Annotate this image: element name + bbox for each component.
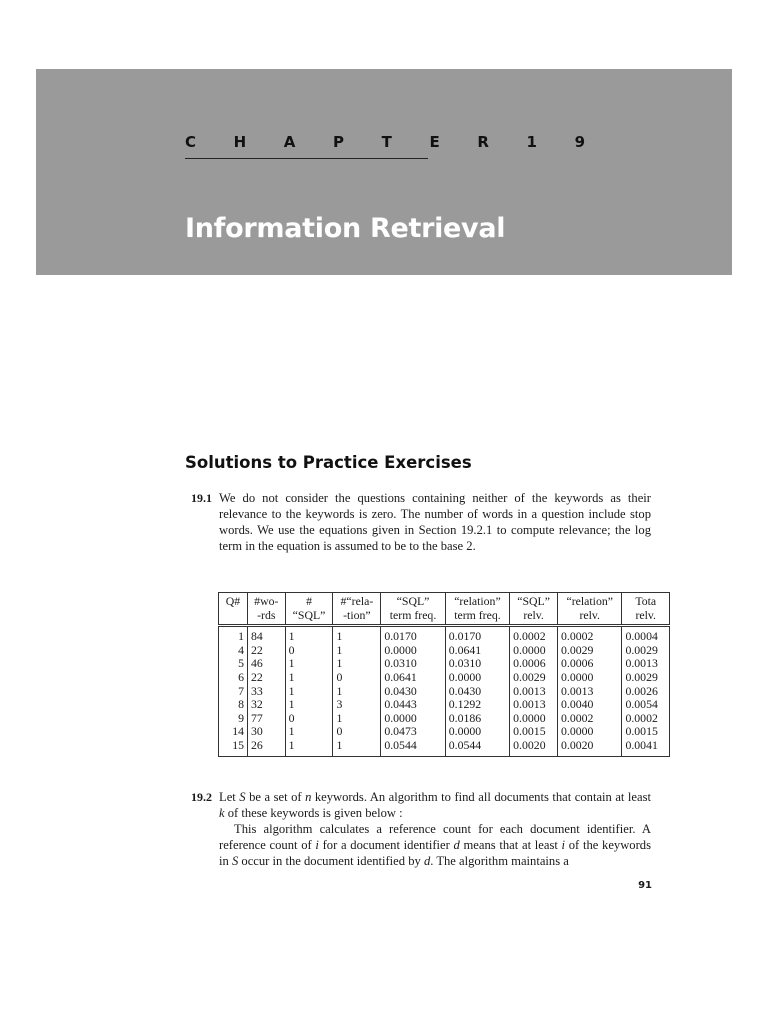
table-cell: 0.0443 xyxy=(381,698,445,712)
table-cell: 0.0013 xyxy=(510,698,558,712)
table-cell: 0.0020 xyxy=(558,739,622,756)
chapter-label: C H A P T E R 1 9 xyxy=(185,133,602,151)
table-cell: 0.0000 xyxy=(445,725,509,739)
chapter-title: Information Retrieval xyxy=(185,213,506,244)
table-cell: 0.0430 xyxy=(381,685,445,699)
table-row xyxy=(219,626,670,644)
k-symbol: k xyxy=(219,806,225,820)
n-symbol: n xyxy=(305,790,312,804)
column-header: #wo- -rds xyxy=(248,593,286,626)
column-header: # “SQL” xyxy=(285,593,333,626)
table-cell: 0 xyxy=(285,644,333,658)
table-cell: 0.0002 xyxy=(558,626,622,644)
table-cell: 1 xyxy=(285,685,333,699)
table-row xyxy=(219,725,670,739)
table-cell: 0.0013 xyxy=(622,657,670,671)
exercise-number-19-1: 19.1 xyxy=(191,491,212,505)
table-cell: 0.0040 xyxy=(558,698,622,712)
table-cell: 0 xyxy=(333,671,381,685)
table-cell: 0.1292 xyxy=(445,698,509,712)
table-cell: 1 xyxy=(333,739,381,756)
table-cell: 0.0641 xyxy=(445,644,509,658)
table-cell: 0.0641 xyxy=(381,671,445,685)
table-cell: 0.0310 xyxy=(445,657,509,671)
table-cell: 3 xyxy=(333,698,381,712)
table-cell: 0.0013 xyxy=(558,685,622,699)
table-cell: 1 xyxy=(333,657,381,671)
table-cell: 1 xyxy=(333,626,381,644)
table-cell: 22 xyxy=(248,644,286,658)
table-cell: 0.0015 xyxy=(622,725,670,739)
column-header: “relation” relv. xyxy=(558,593,622,626)
column-header: “SQL” term freq. xyxy=(381,593,445,626)
table-cell: 7 xyxy=(219,685,248,699)
table-cell: 0.0430 xyxy=(445,685,509,699)
table-cell: 1 xyxy=(285,671,333,685)
table-cell: 1 xyxy=(219,626,248,644)
table-row xyxy=(219,685,670,699)
table-cell: 0.0000 xyxy=(445,671,509,685)
table-cell: 0.0544 xyxy=(445,739,509,756)
table-cell: 1 xyxy=(285,626,333,644)
table-cell: 0.0041 xyxy=(622,739,670,756)
exercise-19-2-intro: Let S be a set of n keywords. An algorithm to find all documents that contain at least k of these keywords is given below : xyxy=(219,790,652,820)
table-cell: 46 xyxy=(248,657,286,671)
table-cell: 1 xyxy=(333,712,381,726)
table-cell: 0.0170 xyxy=(381,626,445,644)
table-cell: 0.0310 xyxy=(381,657,445,671)
table-cell: 1 xyxy=(333,644,381,658)
table-cell: 0.0029 xyxy=(622,644,670,658)
table-cell: 0.0029 xyxy=(510,671,558,685)
column-header: Q# xyxy=(219,593,248,626)
table-cell: 0.0029 xyxy=(622,671,670,685)
table-cell: 1 xyxy=(285,725,333,739)
table-header xyxy=(219,593,670,626)
table-cell: 0.0029 xyxy=(558,644,622,658)
table-cell: 22 xyxy=(248,671,286,685)
exercise-number-19-2: 19.2 xyxy=(191,790,212,804)
table-row xyxy=(219,671,670,685)
table-cell: 6 xyxy=(219,671,248,685)
table-cell: 8 xyxy=(219,698,248,712)
table-cell: 0.0004 xyxy=(622,626,670,644)
table-cell: 0.0002 xyxy=(510,626,558,644)
table-cell: 15 xyxy=(219,739,248,756)
table-row xyxy=(219,712,670,726)
chapter-rule xyxy=(185,158,428,159)
table-cell: 0.0000 xyxy=(510,644,558,658)
table-cell: 0.0000 xyxy=(510,712,558,726)
table-cell: 26 xyxy=(248,739,286,756)
table-cell: 0.0006 xyxy=(558,657,622,671)
exercise-19-2-algorithm-text: This algorithm calculates a reference count for each document identifier. A reference count of i for a document identifier d means that at least i of the keywords in S occur in the document identified by d. The algorithm maintains a xyxy=(219,822,651,868)
table-cell: 0.0186 xyxy=(445,712,509,726)
relevance-table xyxy=(218,592,670,757)
table-cell: 9 xyxy=(219,712,248,726)
table-cell: 32 xyxy=(248,698,286,712)
table-header-row xyxy=(219,593,670,626)
page-number: 91 xyxy=(638,880,652,891)
table-row xyxy=(219,698,670,712)
column-header: Tota relv. xyxy=(622,593,670,626)
table-body xyxy=(219,626,670,756)
table-row xyxy=(219,657,670,671)
table-cell: 0.0000 xyxy=(558,671,622,685)
set-s-symbol: S xyxy=(239,790,246,804)
table-cell: 0.0006 xyxy=(510,657,558,671)
table-cell: 0.0054 xyxy=(622,698,670,712)
table-cell: 0.0002 xyxy=(558,712,622,726)
table-cell: 0.0002 xyxy=(622,712,670,726)
table-row xyxy=(219,644,670,658)
table-cell: 30 xyxy=(248,725,286,739)
table-cell: 0.0000 xyxy=(558,725,622,739)
table-row xyxy=(219,739,670,756)
table-cell: 0.0170 xyxy=(445,626,509,644)
table-cell: 4 xyxy=(219,644,248,658)
table-cell: 33 xyxy=(248,685,286,699)
table-cell: 1 xyxy=(285,739,333,756)
exercise-19-1-text: We do not consider the questions containing neither of the keywords as their relevance to the keywords is zero. The number of words in a question include stop words. We use the equations given in Section 19.2.1 to compute relevance; the log term in the equation is assumed to be to the base 2. xyxy=(219,491,651,553)
table-cell: 0.0013 xyxy=(510,685,558,699)
table-cell: 5 xyxy=(219,657,248,671)
column-header: #“rela- -tion” xyxy=(333,593,381,626)
table-cell: 1 xyxy=(285,657,333,671)
table-cell: 0 xyxy=(333,725,381,739)
table-cell: 0.0026 xyxy=(622,685,670,699)
column-header: “relation” term freq. xyxy=(445,593,509,626)
table-cell: 0.0544 xyxy=(381,739,445,756)
table-cell: 0.0020 xyxy=(510,739,558,756)
table-cell: 0.0015 xyxy=(510,725,558,739)
table-cell: 0.0000 xyxy=(381,712,445,726)
chapter-banner xyxy=(36,69,732,275)
column-header: “SQL” relv. xyxy=(510,593,558,626)
section-heading: Solutions to Practice Exercises xyxy=(185,453,472,472)
table-cell: 0 xyxy=(285,712,333,726)
table-cell: 14 xyxy=(219,725,248,739)
table-cell: 0.0473 xyxy=(381,725,445,739)
table-cell: 0.0000 xyxy=(381,644,445,658)
table-cell: 84 xyxy=(248,626,286,644)
table-cell: 1 xyxy=(285,698,333,712)
table-cell: 77 xyxy=(248,712,286,726)
table-cell: 1 xyxy=(333,685,381,699)
